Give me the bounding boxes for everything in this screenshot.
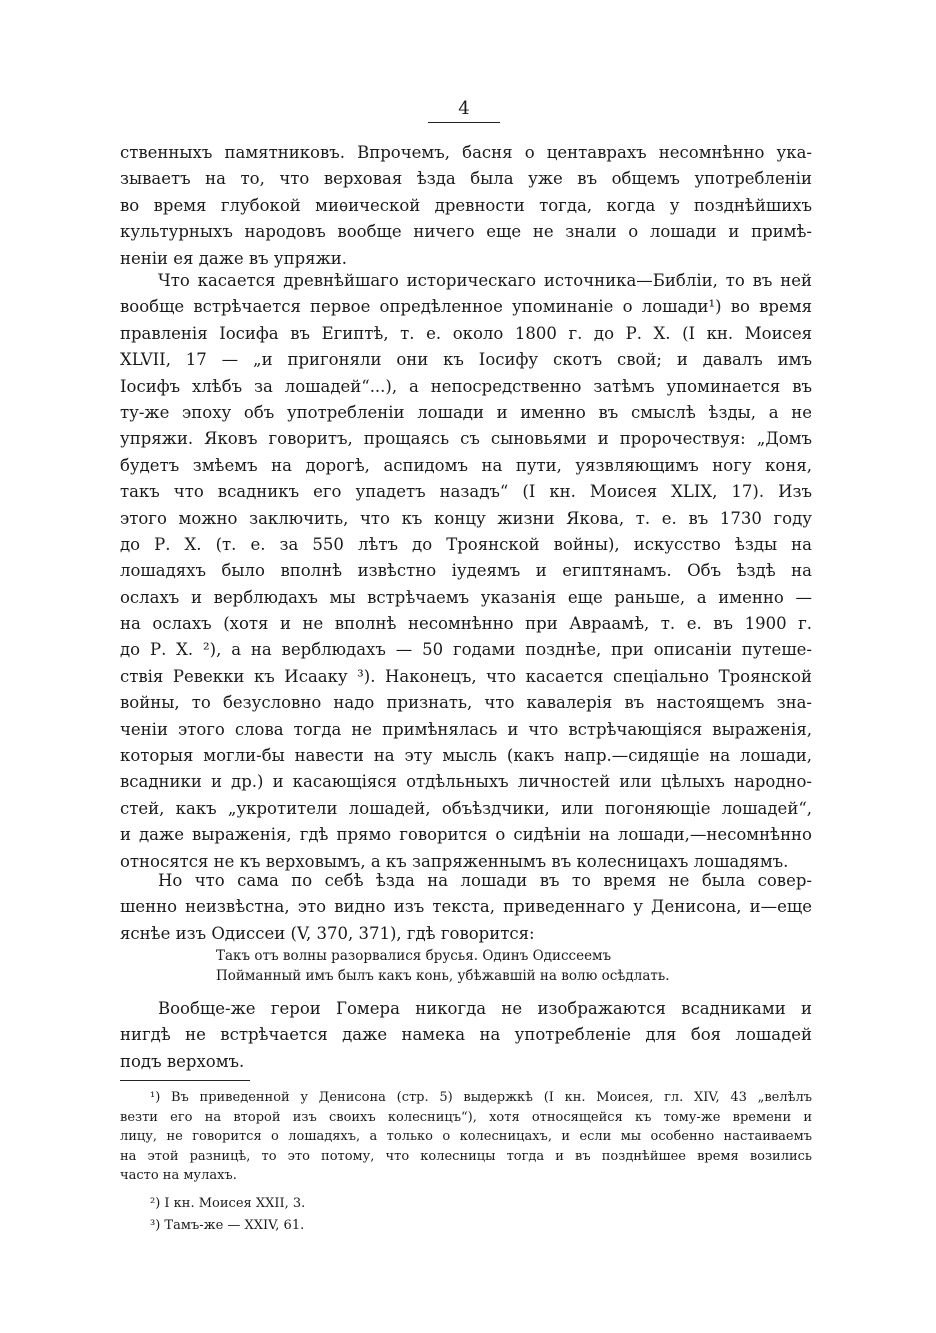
page-number: 4 (458, 98, 470, 119)
text-line: до Р. Х. ²), а на верблюдахъ — 50 годами позднѣе, при описаніи путеше- (120, 640, 812, 660)
text-line: ту-же эпоху объ употребленіи лошади и именно въ смыслѣ ѣзды, а не (120, 402, 812, 422)
text-line: Іосифъ хлѣбъ за лошадей“...), а непосредственно затѣмъ упоминается въ (120, 376, 812, 396)
text-line: относятся не къ верховымъ, а къ запряженнымъ въ колесницахъ лошадямъ. (120, 851, 789, 871)
footnote-line: часто на мулахъ. (120, 1168, 237, 1184)
text-line: ослахъ и верблюдахъ мы встрѣчаемъ указанія еще раньше, а именно — (120, 587, 812, 607)
footnote-line: на этой разницѣ, то это потому, что колесницы тогда и въ позднѣйшее время возились (120, 1148, 812, 1164)
text-line: зываетъ на то, что верховая ѣзда была уже въ общемъ употребленіи (120, 169, 812, 189)
text-line: XLVII, 17 — „и пригоняли они къ Іосифу скотъ свой; и давалъ имъ (120, 350, 812, 370)
text-line: шенно неизвѣстна, это видно изъ текста, приведеннаго у Денисона, и—еще (120, 897, 812, 917)
text-line: войны, то безусловно надо признать, что кавалерія въ настоящемъ зна- (120, 693, 812, 713)
text-line: ственныхъ памятниковъ. Впрочемъ, басня о центаврахъ несомнѣнно ука- (120, 143, 812, 162)
text-line: и даже выраженія, гдѣ прямо говорится о сидѣніи на лошади,—несомнѣнно (120, 825, 812, 845)
text-line: лошадяхъ было вполнѣ извѣстно іудеямъ и египтянамъ. Объ ѣздѣ на (120, 561, 812, 581)
text-line: стей, какъ „укротители лошадей, объѣздчики, или погоняющіе лошадей“, (120, 798, 812, 818)
text-line: правленія Іосифа въ Египтѣ, т. е. около 1800 г. до Р. Х. (I кн. Моисея (120, 323, 812, 343)
text-line: всадники и др.) и касающіяся отдѣльныхъ личностей или цѣлыхъ народно- (120, 772, 812, 792)
text-line: которыя могли-бы навести на эту мысль (какъ напр.—сидящіе на лошади, (120, 746, 812, 766)
verse-line: Пойманный имъ былъ какъ конь, убѣжавшій на волю осѣдлать. (216, 968, 670, 984)
text-line: подъ верхомъ. (120, 1051, 245, 1071)
text-line: вообще встрѣчается первое опредѣленное упоминаніе о лошади¹) во время (120, 297, 812, 317)
paragraph-continuation (120, 140, 812, 272)
page-number-rule (428, 122, 500, 123)
footnote-line: везти его на второй изъ своихъ колесницъ“), хотя относящейся къ тому-же времени и (120, 1109, 812, 1125)
paragraph-odyssey (120, 868, 812, 947)
footnote-line: лицу, не говорится о лошадяхъ, а только о колесницахъ, и если мы особенно настаиваемъ (120, 1129, 812, 1145)
verse-line: Такъ отъ волны разорвалися брусья. Одинъ Одиссеемъ (216, 948, 612, 964)
paragraph-bible (120, 268, 812, 875)
text-line: яснѣе изъ Одиссеи (V, 370, 371), гдѣ говорится: (120, 923, 535, 943)
text-line: на ослахъ (хотя и не вполнѣ несомнѣнно при Авраамѣ, т. е. въ 1900 г. (120, 614, 812, 634)
verse-quote (216, 946, 736, 986)
footnote-3 (120, 1216, 812, 1236)
text-line: этого можно заключить, что къ концу жизни Якова, т. е. въ 1730 году (120, 508, 812, 528)
text-line: будетъ змѣемъ на дорогѣ, аспидомъ на пути, уязвляющимъ ногу коня, (120, 455, 812, 475)
footnote-line: ²) I кн. Моисея XXII, 3. (150, 1196, 306, 1211)
footnote-separator (120, 1080, 250, 1081)
text-line: нигдѣ не встрѣчается даже намека на употребленіе для боя лошадей (120, 1025, 812, 1045)
text-line: во время глубокой миѳической древности тогда, когда у позднѣйшихъ (120, 195, 812, 215)
text-line: культурныхъ народовъ вообще ничего еще не знали о лошади и примѣ- (120, 222, 812, 242)
text-line: ствія Ревекки къ Исааку ³). Наконецъ, что касается спеціально Троянской (120, 666, 812, 686)
text-line: Но что сама по себѣ ѣзда на лошади въ то время не была совер- (158, 871, 812, 890)
text-line: упряжи. Яковъ говоритъ, прощаясь съ сыновьями и пророчествуя: „Домъ (120, 429, 812, 449)
footnote-2 (120, 1194, 812, 1214)
footnote-line: ³) Тамъ-же — XXIV, 61. (150, 1218, 305, 1233)
paragraph-homer (120, 996, 812, 1075)
footnote-1 (120, 1088, 812, 1186)
text-line: ченіи этого слова тогда не примѣнялась и что встрѣчающіяся выраженія, (120, 719, 812, 739)
text-line: до Р. Х. (т. е. за 550 лѣтъ до Троянской войны), искусство ѣзды на (120, 534, 812, 554)
text-line: Что касается древнѣйшаго историческаго источника—Библіи, то въ ней (158, 271, 812, 290)
text-line: неніи ея даже въ упряжи. (120, 248, 348, 268)
text-line: Вообще-же герои Гомера никогда не изображаются всадниками и (158, 999, 812, 1018)
text-line: такъ что всадникъ его упадетъ назадъ“ (I кн. Моисея XLIX, 17). Изъ (120, 482, 812, 502)
footnote-line: ¹) Въ приведенной у Денисона (стр. 5) выдержкѣ (I кн. Моисея, гл. XIV, 43 „велѣлъ (150, 1090, 812, 1105)
